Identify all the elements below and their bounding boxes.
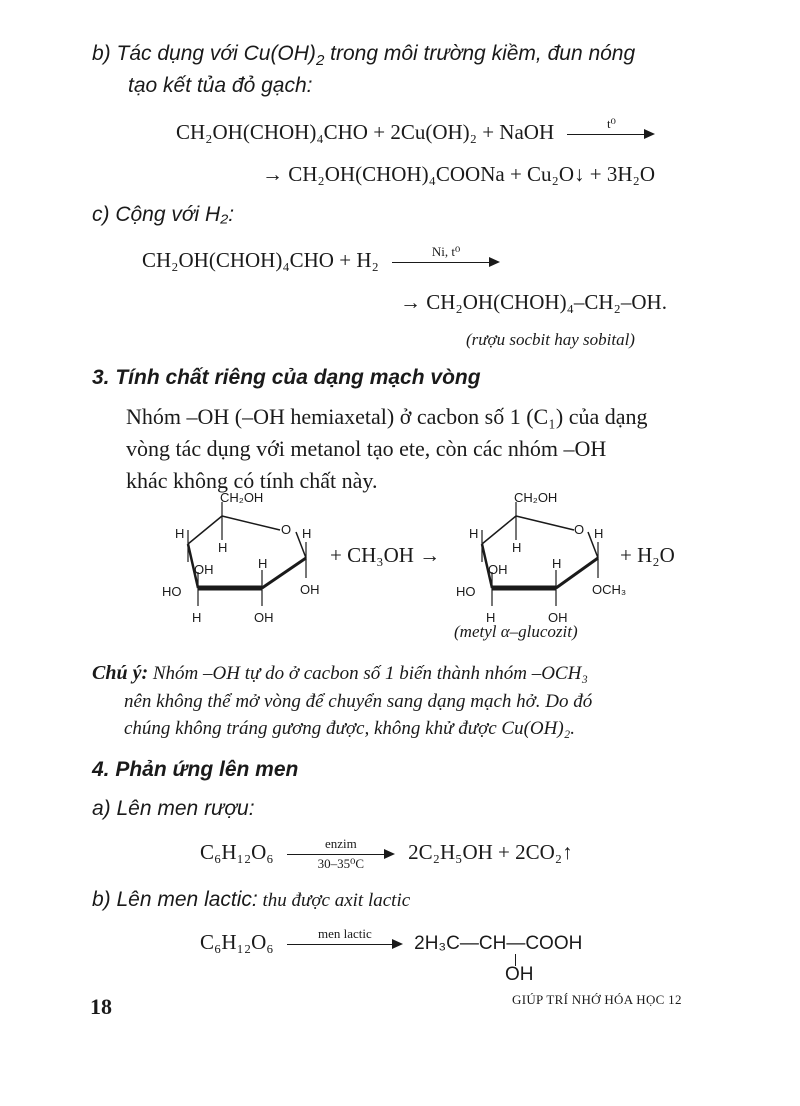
svg-text:H: H (469, 526, 479, 541)
note-line3: chúng không tráng gương được, không khử được Cu(OH)₂. (124, 718, 576, 739)
note-label: Chú ý: (92, 662, 149, 684)
section-3-para-line3: khác không có tính chất này. (126, 468, 378, 493)
note-line2: nên không thể mở vòng để chuyển sang dạng mạch hở. Do đó (124, 691, 593, 712)
glucose-ring-diagram (150, 488, 330, 628)
svg-text:OH: OH (254, 610, 274, 625)
reaction-arrow-icon: men lactic (287, 933, 403, 955)
section-b-line1: b) Tác dụng với $Cu(OH)_2$ trong môi trường kiềm, đun nóng (92, 42, 636, 70)
equation-1-right: → CH₂OH(CHOH)₄COONa + Cu₂O↓ + 3H₂O (262, 162, 656, 186)
methyl-glucoside-ring-diagram (452, 488, 642, 628)
book-title-footer: GIÚP TRÍ NHỚ HÓA HỌC 12 (512, 992, 682, 1007)
svg-text:H: H (218, 540, 228, 555)
reaction-arrow-icon: enzim 30–35⁰C (287, 843, 395, 865)
section-4b-title: b) Lên men lactic: thu được axit lactic (92, 888, 411, 911)
equation-1-left: CH₂OH(CHOH)₄CHO + 2Cu(OH)₂ + NaOH t⁰ (176, 120, 655, 145)
svg-text:HO: HO (162, 584, 182, 599)
svg-text:H: H (594, 526, 604, 541)
lactic-fermentation-equation: C₆H₁₂O₆ men lactic 2H₃C—CH—COOH (200, 926, 583, 954)
svg-text:HO: HO (456, 584, 476, 599)
svg-text:O: O (281, 522, 292, 537)
section-b-line2: tạo kết tủa đỏ gạch: (128, 74, 313, 97)
svg-text:OH: OH (488, 562, 508, 577)
svg-text:OH: OH (548, 610, 568, 625)
svg-text:OH: OH (194, 562, 214, 577)
sorbitol-caption: (rượu socbit hay sobital) (466, 330, 635, 349)
svg-text:H: H (175, 526, 185, 541)
reaction-arrow-icon: t⁰ (567, 124, 655, 144)
section-3-para-line2: vòng tác dụng với metanol tạo ete, còn các nhóm –OH (126, 436, 607, 461)
section-c-title: c) Cộng với H₂: (92, 203, 235, 226)
equation-2-right: → CH₂OH(CHOH)₄–CH₂–OH. (400, 290, 667, 314)
svg-text:CH₂OH: CH₂OH (220, 490, 264, 505)
section-4a-title: a) Lên men rượu: (92, 797, 255, 820)
alcohol-fermentation-equation: C₆H₁₂O₆ enzim 30–35⁰C 2C₂H₅OH + 2CO₂↑ (200, 836, 573, 872)
water-product: + H₂O (620, 543, 675, 567)
equation-2-left: CH₂OH(CHOH)₄CHO + H₂ Ni, t⁰ (142, 248, 500, 273)
svg-text:H: H (512, 540, 522, 555)
svg-text:OCH₃: OCH₃ (592, 582, 627, 597)
svg-text:H: H (302, 526, 312, 541)
svg-text:OH: OH (300, 582, 320, 597)
svg-text:CH₂OH: CH₂OH (514, 490, 558, 505)
methyl-glucoside-caption: (metyl α–glucozit) (454, 622, 578, 641)
section-4-heading: 4. Phản ứng lên men (92, 758, 299, 781)
svg-text:H: H (258, 556, 268, 571)
svg-text:H: H (552, 556, 562, 571)
note-line1: Chú ý: Nhóm –OH tự do ở cacbon số 1 biến thành nhóm –OCH₃ (92, 662, 588, 684)
reaction-arrow-icon: Ni, t⁰ (392, 252, 500, 272)
lactic-oh-group: OH (505, 964, 534, 985)
svg-text:H: H (486, 610, 496, 625)
section-3-heading: 3. Tính chất riêng của dạng mạch vòng (92, 366, 481, 389)
svg-text:O: O (574, 522, 585, 537)
svg-text:H: H (192, 610, 202, 625)
page-number: 18 (90, 994, 112, 1019)
section-3-para-line1: Nhóm –OH (–OH hemiaxetal) ở cacbon số 1 (C₁) của dạng (126, 404, 648, 429)
methanol-reagent: + CH₃OH → (330, 543, 441, 567)
